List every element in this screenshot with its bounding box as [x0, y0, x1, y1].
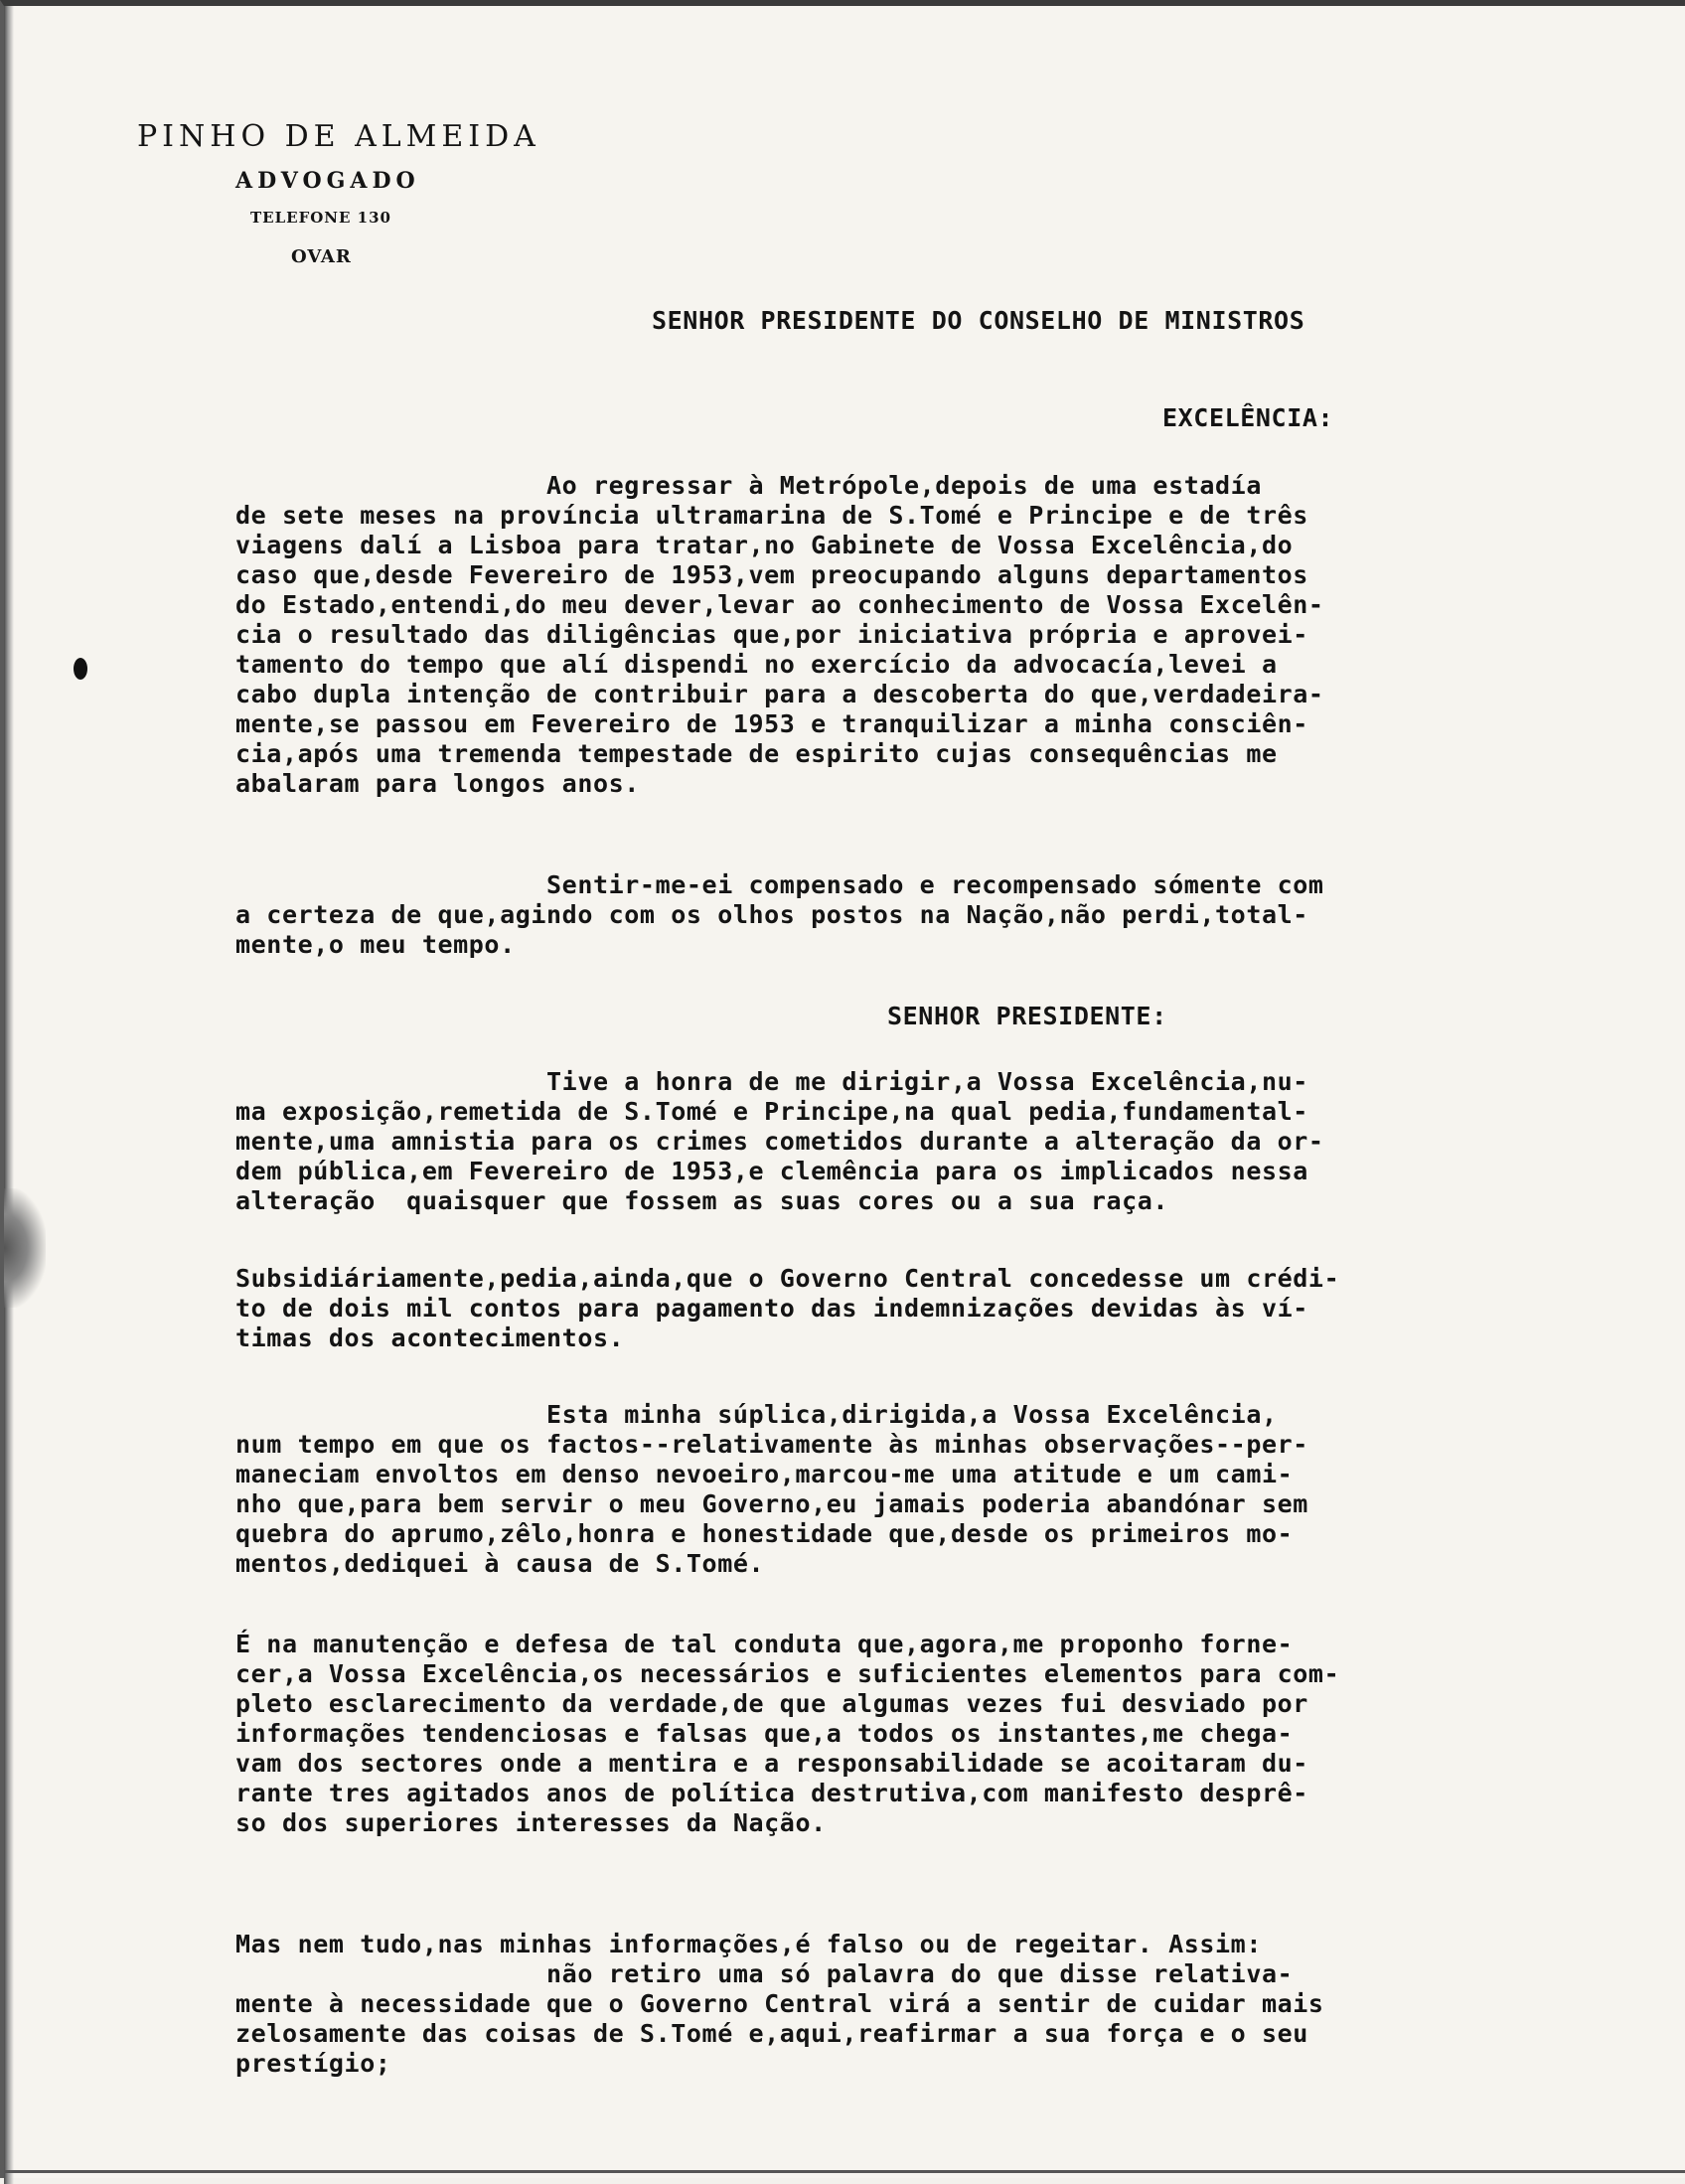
paragraph-3: Tive a honra de me dirigir,a Vossa Excelência,nu- ma exposição,remetida de S.Tomé e Principe,na qual pedia,fundamental- mente,uma amnistia para os crimes cometidos durante a alteração da or- dem pública,em Fevereiro de 1953,e clemência para os implicados nessa alteração quaisquer que fossem as suas cores ou a sua raça.: [235, 1067, 1324, 1215]
salutation: EXCELÊNCIA:: [1162, 403, 1334, 432]
paragraph-1: Ao regressar à Metrópole,depois de uma estadía de sete meses na província ultramarina de S.Tomé e Principe e de três viagens dalí a Lisboa para tratar,no Gabinete de Vossa Excelência,do caso que,desde Fevereiro de 1953,vem preocupando alguns departamentos do Estado,entendi,do meu dever,levar ao conhecimento de Vossa Excelên- cia o resultado das diligências que,por iniciativa própria e aprovei- tamento do tempo que alí dispendi no exercício da advocacía,levei a cabo dupla intenção de contribuir para a descoberta do que,verdadeira- mente,se passou em Fevereiro de 1953 e tranquilizar a minha consciên- cia,após uma tremenda tempestade de espirito cujas consequências me abalaram para longos anos.: [235, 471, 1324, 798]
letterhead-phone: TELEFONE 130: [250, 209, 391, 227]
paragraph-4: Subsidiáriamente,pedia,ainda,que o Governo Central concedesse um crédi- to de dois mil contos para pagamento das indemnizações devidas às ví- timas dos acontecimentos.: [235, 1264, 1340, 1352]
bottom-edge-rule: [4, 2170, 1685, 2173]
ink-blot: [74, 658, 87, 680]
scan-left-edge: [4, 6, 14, 2184]
heading-main: SENHOR PRESIDENTE DO CONSELHO DE MINISTROS: [652, 306, 1305, 335]
paragraph-2: Sentir-me-ei compensado e recompensado sómente com a certeza de que,agindo com os olhos postos na Nação,não perdi,total- mente,o meu tempo.: [235, 870, 1324, 959]
paragraph-7: Mas nem tudo,nas minhas informações,é falso ou de regeitar. Assim: não retiro uma só palavra do que disse relativa- mente à necessidade que o Governo Central virá a sentir de cuidar mais zelosamente das coisas de S.Tomé e,aqui,reafirmar a sua força e o seu prestígio;: [235, 1930, 1324, 2078]
paragraph-6: É na manutenção e defesa de tal conduta que,agora,me proponho forne- cer,a Vossa Excelência,os necessários e suficientes elementos para com- pleto esclarecimento da verdade,de que algumas vezes fui desviado por informações tendenciosas e falsas que,a todos os instantes,me chega- vam dos sectores onde a mentira e a responsabilidade se acoitaram du- rante tres agitados anos de política destrutiva,com manifesto desprê- so dos superiores interesses da Nação.: [235, 1630, 1340, 1837]
letterhead-profession: ADVOGADO: [235, 168, 420, 194]
paragraph-5: Esta minha súplica,dirigida,a Vossa Excelência, num tempo em que os factos--relativamente às minhas observações--per- maneciam envoltos em denso nevoeiro,marcou-me uma atitude e um cami- nho que,para bem servir o meu Governo,eu jamais poderia abandónar sem quebra do aprumo,zêlo,honra e honestidade que,desde os primeiros mo- mentos,dediquei à causa de S.Tomé.: [235, 1400, 1308, 1578]
heading-president: SENHOR PRESIDENTE:: [887, 1002, 1167, 1030]
scan-smudge: [4, 1188, 46, 1308]
letterhead-name: PINHO DE ALMEIDA: [137, 119, 540, 154]
letterhead-city: OVAR: [291, 246, 352, 267]
